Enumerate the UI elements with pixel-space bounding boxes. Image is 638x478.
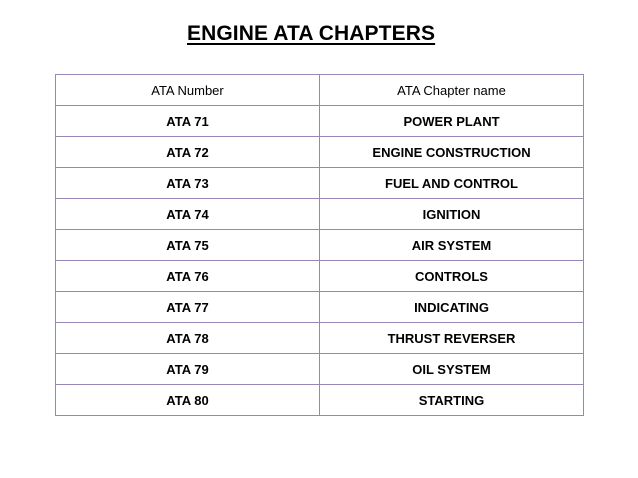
ata-chapters-table [55, 74, 584, 416]
table-row [56, 106, 584, 137]
ata-number-cell: ATA 76 [56, 261, 320, 292]
ata-chapter-name-cell: THRUST REVERSER [320, 323, 584, 354]
table-header-row [56, 75, 584, 106]
ata-chapter-name-cell: FUEL AND CONTROL [320, 168, 584, 199]
header-ata-number: ATA Number [56, 75, 320, 106]
table-row [56, 354, 584, 385]
table-row [56, 323, 584, 354]
page-title: ENGINE ATA CHAPTERS [187, 22, 436, 45]
ata-chapter-name-cell: POWER PLANT [320, 106, 584, 137]
ata-number-cell: ATA 74 [56, 199, 320, 230]
ata-number-cell: ATA 72 [56, 137, 320, 168]
table-row [56, 385, 584, 416]
table-row [56, 230, 584, 261]
ata-number-cell: ATA 78 [56, 323, 320, 354]
ata-chapter-name-cell: ENGINE CONSTRUCTION [320, 137, 584, 168]
header-ata-chapter-name: ATA Chapter name [320, 75, 584, 106]
ata-chapter-name-cell: OIL SYSTEM [320, 354, 584, 385]
ata-number-cell: ATA 79 [56, 354, 320, 385]
table-row [56, 261, 584, 292]
table-row [56, 292, 584, 323]
table-row [56, 137, 584, 168]
ata-chapter-name-cell: INDICATING [320, 292, 584, 323]
table-row [56, 199, 584, 230]
ata-chapter-name-cell: IGNITION [320, 199, 584, 230]
ata-chapter-name-cell: STARTING [320, 385, 584, 416]
ata-number-cell: ATA 73 [56, 168, 320, 199]
ata-number-cell: ATA 75 [56, 230, 320, 261]
table-row [56, 168, 584, 199]
ata-number-cell: ATA 77 [56, 292, 320, 323]
ata-chapter-name-cell: AIR SYSTEM [320, 230, 584, 261]
ata-chapter-name-cell: CONTROLS [320, 261, 584, 292]
ata-number-cell: ATA 80 [56, 385, 320, 416]
ata-number-cell: ATA 71 [56, 106, 320, 137]
